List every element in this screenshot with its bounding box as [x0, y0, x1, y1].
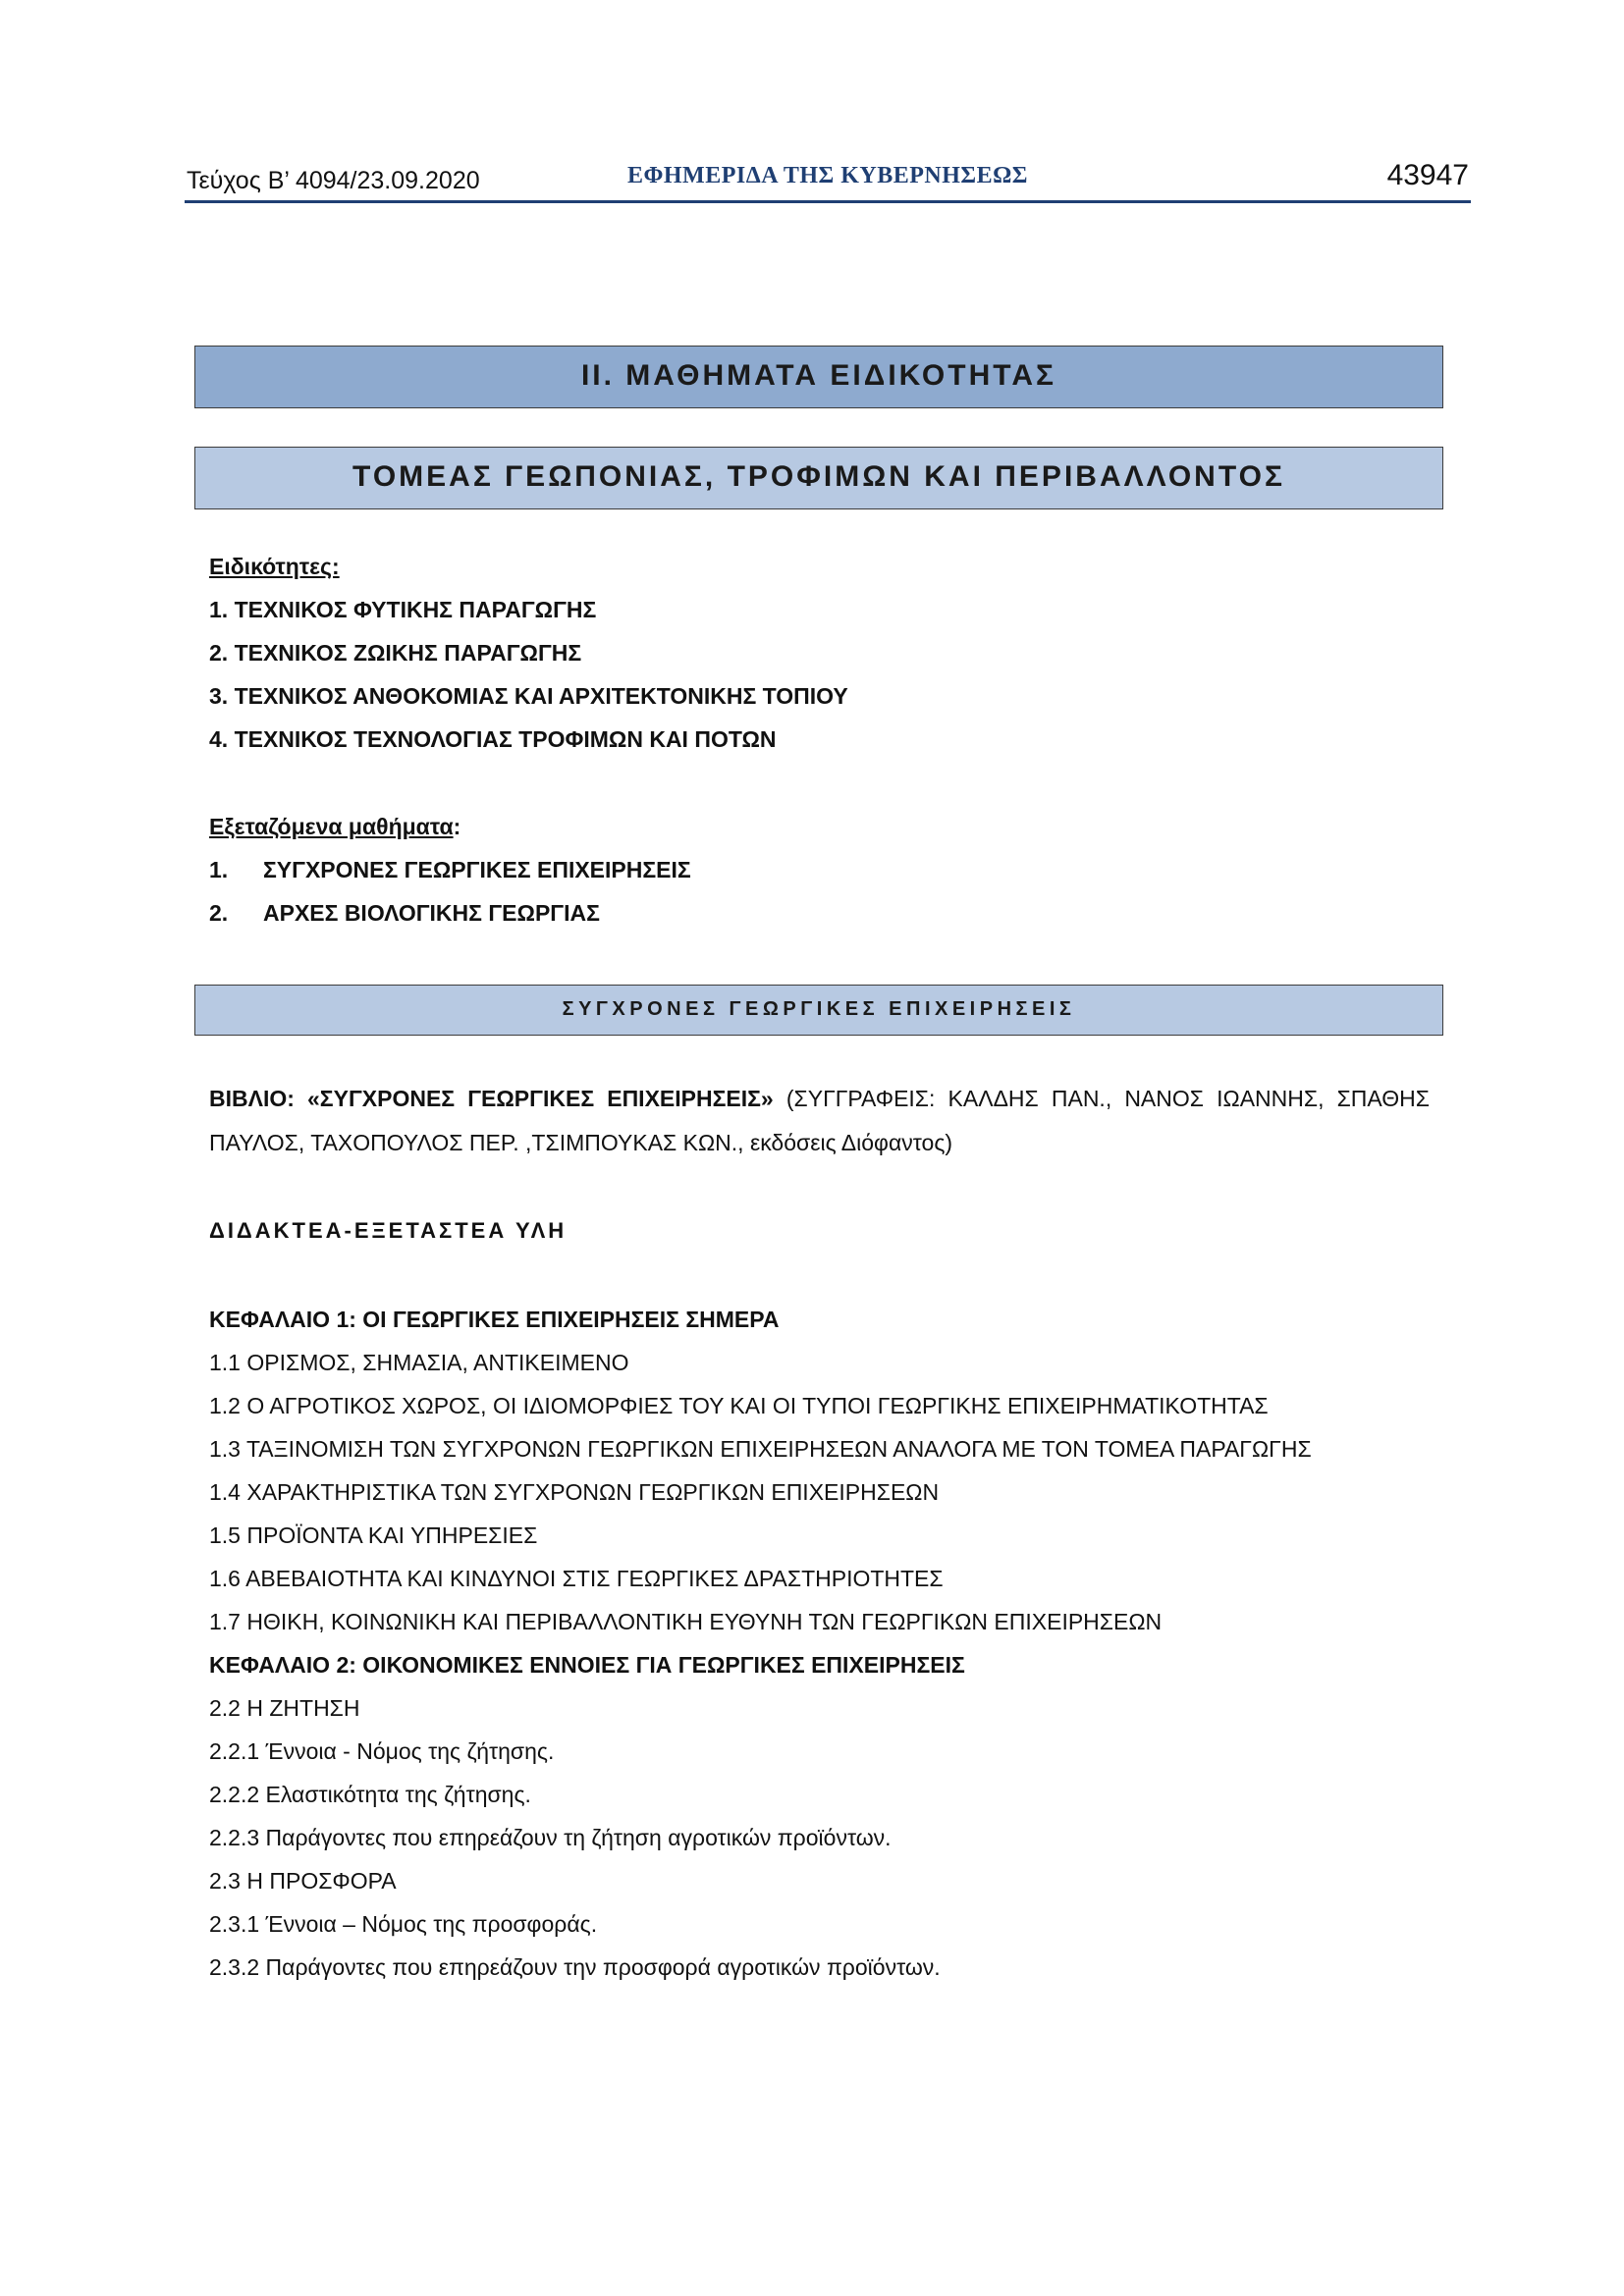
syllabus-heading-block: [209, 1209, 1430, 1253]
page-header: [185, 157, 1471, 203]
syllabus-item: 2.3.1 Έννοια – Νόμος της προσφοράς.: [209, 1911, 598, 1937]
book-details: (ΣΥΓΓΡΑΦΕΙΣ: ΚΑΛΔΗΣ ΠΑΝ., ΝΑΝΟΣ ΙΩΑΝΝΗΣ, ΣΠΑΘΗΣ ΠΑΥΛΟΣ, ΤΑΧΟΠΟΥΛΟΣ ΠΕΡ. ,ΤΣΙΜΠΟΥΚΑΣ ΚΩΝ., εκδόσεις Διόφαντος): [209, 1086, 1430, 1155]
specialties-block: [209, 545, 1430, 761]
syllabus-item: 1.1 ΟΡΙΣΜΟΣ, ΣΗΜΑΣΙΑ, ΑΝΤΙΚΕΙΜΕΝΟ: [209, 1350, 629, 1375]
exam-subject-number: 1.: [209, 857, 229, 882]
section-banner: ΙΙ. ΜΑΘΗΜΑΤΑ ΕΙΔΙΚΟΤΗΤΑΣ: [194, 346, 1443, 408]
exam-subject-item: [209, 891, 1430, 934]
exam-subjects-heading-line: [209, 805, 1430, 848]
sector-banner: ΤΟΜΕΑΣ ΓΕΩΠΟΝΙΑΣ, ΤΡΟΦΙΜΩΝ ΚΑΙ ΠΕΡΙΒΑΛΛΟΝΤΟΣ: [194, 447, 1443, 509]
syllabus-item: 1.6 ΑΒΕΒΑΙΟΤΗΤΑ ΚΑΙ ΚΙΝΔΥΝΟΙ ΣΤΙΣ ΓΕΩΡΓΙΚΕΣ ΔΡΑΣΤΗΡΙΟΤΗΤΕΣ: [209, 1566, 944, 1591]
syllabus-item: 2.2 Η ΖΗΤΗΣΗ: [209, 1695, 360, 1721]
chapter-heading: ΚΕΦΑΛΑΙΟ 1: ΟΙ ΓΕΩΡΓΙΚΕΣ ΕΠΙΧΕΙΡΗΣΕΙΣ ΣΗΜΕΡΑ: [209, 1307, 780, 1332]
syllabus-item: 2.2.3 Παράγοντες που επηρεάζουν τη ζήτηση αγροτικών προϊόντων.: [209, 1825, 892, 1850]
syllabus-item: 2.2.2 Ελαστικότητα της ζήτησης.: [209, 1782, 531, 1807]
specialty-item: 4. ΤΕΧΝΙΚΟΣ ΤΕΧΝΟΛΟΓΙΑΣ ΤΡΟΦΙΜΩΝ ΚΑΙ ΠΟΤΩΝ: [209, 726, 777, 752]
syllabus-heading: ΔΙΔΑΚΤΕΑ-ΕΞΕΤΑΣΤΕΑ ΥΛΗ: [209, 1218, 568, 1243]
specialty-item: 1. ΤΕΧΝΙΚΟΣ ΦΥΤΙΚΗΣ ΠΑΡΑΓΩΓΗΣ: [209, 597, 597, 622]
syllabus-list: [209, 1298, 1430, 1989]
course-banner: ΣΥΓΧΡΟΝΕΣ ΓΕΩΡΓΙΚΕΣ ΕΠΙΧΕΙΡΗΣΕΙΣ: [194, 985, 1443, 1036]
exam-subject-item: [209, 848, 1430, 891]
exam-subject-text: ΑΡΧΕΣ ΒΙΟΛΟΓΙΚΗΣ ΓΕΩΡΓΙΑΣ: [263, 900, 600, 926]
exam-subject-text: ΣΥΓΧΡΟΝΕΣ ΓΕΩΡΓΙΚΕΣ ΕΠΙΧΕΙΡΗΣΕΙΣ: [263, 857, 691, 882]
exam-subjects-heading: Εξεταζόμενα μαθήματα: [209, 814, 454, 839]
page-number: 43947: [1386, 159, 1469, 191]
syllabus-item: 2.3.2 Παράγοντες που επηρεάζουν την προσφορά αγροτικών προϊόντων.: [209, 1954, 941, 1980]
syllabus-item: 1.3 ΤΑΞΙΝΟΜΙΣΗ ΤΩΝ ΣΥΓΧΡΟΝΩΝ ΓΕΩΡΓΙΚΩΝ ΕΠΙΧΕΙΡΗΣΕΩΝ ΑΝΑΛΟΓΑ ΜΕ ΤΟΝ ΤΟΜΕΑ ΠΑΡΑΓΩΓΗΣ: [209, 1436, 1312, 1462]
exam-subjects-colon: :: [453, 814, 461, 839]
exam-subjects-block: [209, 805, 1430, 934]
syllabus-item: 2.2.1 Έννοια - Νόμος της ζήτησης.: [209, 1738, 555, 1764]
specialty-item: 3. ΤΕΧΝΙΚΟΣ ΑΝΘΟΚΟΜΙΑΣ ΚΑΙ ΑΡΧΙΤΕΚΤΟΝΙΚΗΣ ΤΟΠΙΟΥ: [209, 683, 848, 709]
syllabus-item: 1.2 Ο ΑΓΡΟΤΙΚΟΣ ΧΩΡΟΣ, ΟΙ ΙΔΙΟΜΟΡΦΙΕΣ ΤΟΥ ΚΑΙ ΟΙ ΤΥΠΟΙ ΓΕΩΡΓΙΚΗΣ ΕΠΙΧΕΙΡΗΜΑΤΙΚΟΤΗΤΑΣ: [209, 1393, 1269, 1418]
chapter-heading: ΚΕΦΑΛΑΙΟ 2: ΟΙΚΟΝΟΜΙΚΕΣ ΕΝΝΟΙΕΣ ΓΙΑ ΓΕΩΡΓΙΚΕΣ ΕΠΙΧΕΙΡΗΣΕΙΣ: [209, 1652, 965, 1678]
exam-subject-number: 2.: [209, 900, 229, 926]
book-label: ΒΙΒΛΙΟ: «ΣΥΓΧΡΟΝΕΣ ΓΕΩΡΓΙΚΕΣ ΕΠΙΧΕΙΡΗΣΕΙΣ»: [209, 1086, 774, 1111]
specialty-item: 2. ΤΕΧΝΙΚΟΣ ΖΩΙΚΗΣ ΠΑΡΑΓΩΓΗΣ: [209, 640, 582, 666]
syllabus-item: 1.7 ΗΘΙΚΗ, ΚΟΙΝΩΝΙΚΗ ΚΑΙ ΠΕΡΙΒΑΛΛΟΝΤΙΚΗ ΕΥΘΥΝΗ ΤΩΝ ΓΕΩΡΓΙΚΩΝ ΕΠΙΧΕΙΡΗΣΕΩΝ: [209, 1609, 1163, 1634]
syllabus-item: 2.3 Η ΠΡΟΣΦΟΡΑ: [209, 1868, 397, 1894]
gazette-title: ΕΦΗΜΕΡΙΔΑ ΤΗΣ ΚΥΒΕΡΝΗΣΕΩΣ: [626, 163, 1028, 188]
specialties-heading: Ειδικότητες:: [209, 554, 340, 579]
syllabus-item: 1.5 ΠΡΟΪΟΝΤΑ ΚΑΙ ΥΠΗΡΕΣΙΕΣ: [209, 1522, 538, 1548]
book-reference: [209, 1077, 1430, 1165]
syllabus-item: 1.4 ΧΑΡΑΚΤΗΡΙΣΤΙΚΑ ΤΩΝ ΣΥΓΧΡΟΝΩΝ ΓΕΩΡΓΙΚΩΝ ΕΠΙΧΕΙΡΗΣΕΩΝ: [209, 1479, 940, 1505]
issue-number: Τεύχος Β’ 4094/23.09.2020: [187, 167, 480, 194]
